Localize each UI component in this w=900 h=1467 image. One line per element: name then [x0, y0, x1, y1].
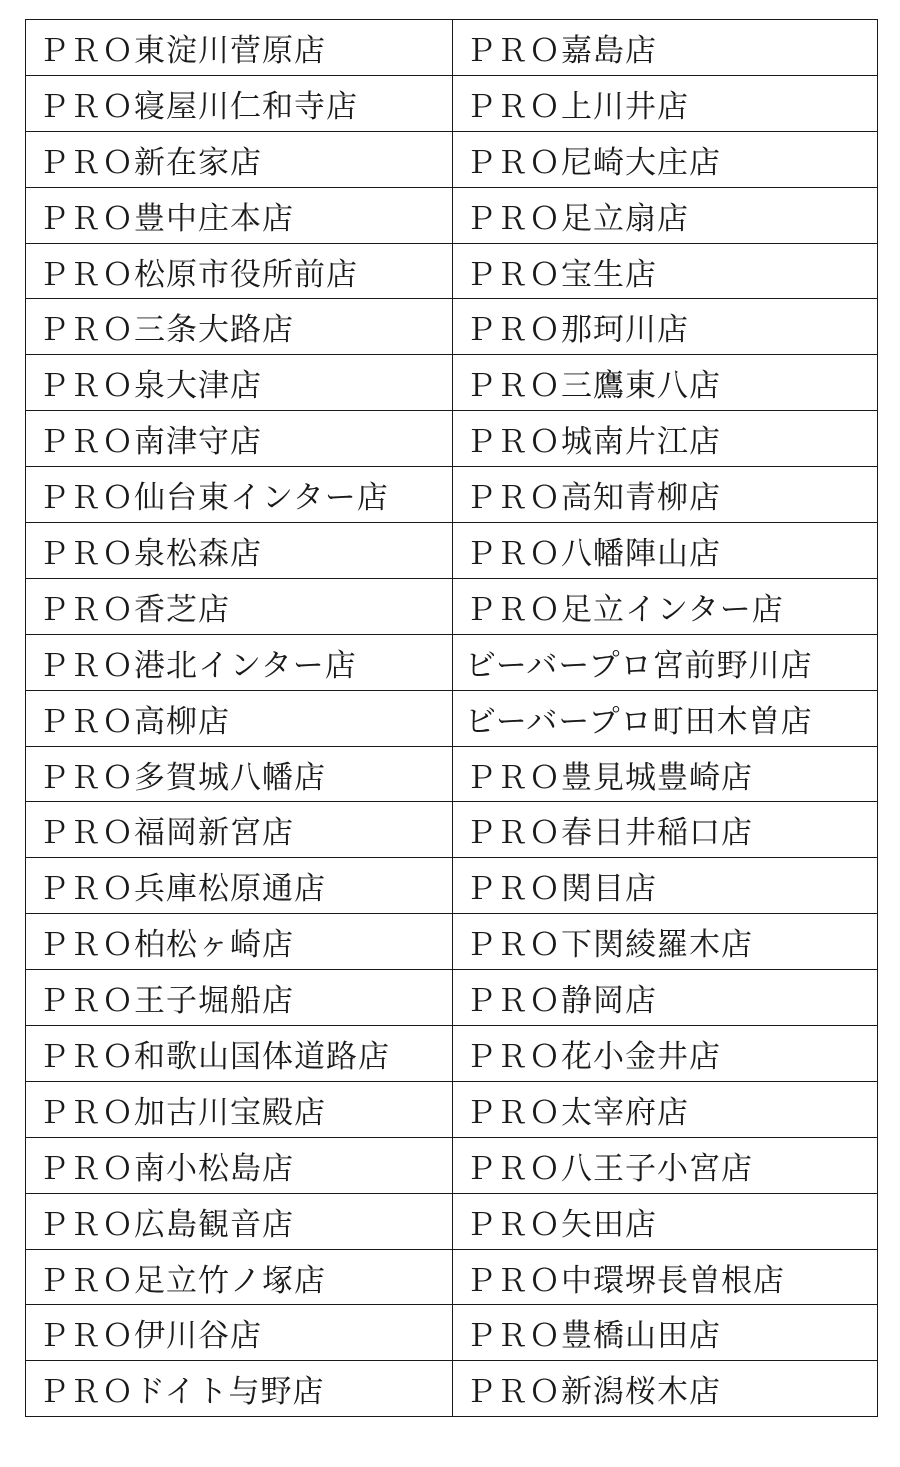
store-name-cell-right: ＰＲＯ豊見城豊崎店: [453, 746, 878, 802]
store-name-cell-right: ＰＲＯ関目店: [453, 858, 878, 914]
table-row: [26, 355, 878, 411]
table-row: [26, 634, 878, 690]
table-row: [26, 802, 878, 858]
store-name-cell-right: ＰＲＯ矢田店: [453, 1193, 878, 1249]
table-row: [26, 858, 878, 914]
store-name-cell-right: ＰＲＯ嘉島店: [453, 20, 878, 76]
store-name-cell-right: ＰＲＯ花小金井店: [453, 1026, 878, 1082]
store-name-cell-right: ＰＲＯ城南片江店: [453, 411, 878, 467]
table-row: [26, 1081, 878, 1137]
store-name-cell-left: ＰＲＯ三条大路店: [26, 299, 453, 355]
store-list-body: [26, 20, 878, 1417]
store-name-cell-left: ＰＲＯ広島観音店: [26, 1193, 453, 1249]
store-name-cell-left: ＰＲＯ兵庫松原通店: [26, 858, 453, 914]
table-row: [26, 299, 878, 355]
store-name-cell-left: ＰＲＯ福岡新宮店: [26, 802, 453, 858]
store-name-cell-left: ＰＲＯ南津守店: [26, 411, 453, 467]
store-name-cell-right: ビーバープロ宮前野川店: [453, 634, 878, 690]
store-name-cell-right: ＰＲＯ那珂川店: [453, 299, 878, 355]
store-name-cell-left: ＰＲＯ柏松ヶ崎店: [26, 914, 453, 970]
table-row: [26, 578, 878, 634]
store-name-cell-right: ＰＲＯ高知青柳店: [453, 467, 878, 523]
store-list-table: [25, 19, 878, 1417]
table-row: [26, 1026, 878, 1082]
store-name-cell-right: ＰＲＯ宝生店: [453, 243, 878, 299]
store-name-cell-right: ＰＲＯ八幡陣山店: [453, 523, 878, 579]
store-name-cell-right: ＰＲＯ春日井稲口店: [453, 802, 878, 858]
store-name-cell-left: ＰＲＯ東淀川菅原店: [26, 20, 453, 76]
store-name-cell-right: ＰＲＯ下関綾羅木店: [453, 914, 878, 970]
table-row: [26, 746, 878, 802]
table-row: [26, 467, 878, 523]
table-row: [26, 187, 878, 243]
store-name-cell-left: ＰＲＯ仙台東インター店: [26, 467, 453, 523]
store-name-cell-right: ＰＲＯ足立扇店: [453, 187, 878, 243]
table-row: [26, 20, 878, 76]
table-row: [26, 1305, 878, 1361]
store-name-cell-left: ＰＲＯ多賀城八幡店: [26, 746, 453, 802]
store-name-cell-left: ＰＲＯ伊川谷店: [26, 1305, 453, 1361]
store-name-cell-right: ＰＲＯ三鷹東八店: [453, 355, 878, 411]
store-name-cell-right: ＰＲＯ中環堺長曽根店: [453, 1249, 878, 1305]
store-name-cell-right: ＰＲＯ静岡店: [453, 970, 878, 1026]
store-name-cell-left: ＰＲＯ香芝店: [26, 578, 453, 634]
table-row: [26, 970, 878, 1026]
store-name-cell-left: ＰＲＯ足立竹ノ塚店: [26, 1249, 453, 1305]
table-row: [26, 243, 878, 299]
store-name-cell-left: ＰＲＯ加古川宝殿店: [26, 1081, 453, 1137]
store-name-cell-right: ＰＲＯ太宰府店: [453, 1081, 878, 1137]
store-name-cell-left: ＰＲＯ和歌山国体道路店: [26, 1026, 453, 1082]
store-name-cell-left: ＰＲＯ泉大津店: [26, 355, 453, 411]
table-row: [26, 1361, 878, 1417]
table-row: [26, 75, 878, 131]
table-row: [26, 1249, 878, 1305]
store-name-cell-right: ＰＲＯ豊橋山田店: [453, 1305, 878, 1361]
store-name-cell-left: ＰＲＯ王子堀船店: [26, 970, 453, 1026]
store-name-cell-left: ＰＲＯ寝屋川仁和寺店: [26, 75, 453, 131]
store-name-cell-right: ＰＲＯ尼崎大庄店: [453, 131, 878, 187]
store-name-cell-left: ＰＲＯ高柳店: [26, 690, 453, 746]
store-name-cell-left: ＰＲＯドイト与野店: [26, 1361, 453, 1417]
store-name-cell-left: ＰＲＯ豊中庄本店: [26, 187, 453, 243]
table-row: [26, 131, 878, 187]
table-row: [26, 1193, 878, 1249]
table-row: [26, 411, 878, 467]
store-name-cell-left: ＰＲＯ南小松島店: [26, 1137, 453, 1193]
store-name-cell-right: ＰＲＯ八王子小宮店: [453, 1137, 878, 1193]
store-name-cell-right: ＰＲＯ足立インター店: [453, 578, 878, 634]
store-name-cell-left: ＰＲＯ松原市役所前店: [26, 243, 453, 299]
store-name-cell-right: ＰＲＯ新潟桜木店: [453, 1361, 878, 1417]
table-row: [26, 1137, 878, 1193]
store-name-cell-right: ビーバープロ町田木曽店: [453, 690, 878, 746]
table-row: [26, 523, 878, 579]
store-name-cell-right: ＰＲＯ上川井店: [453, 75, 878, 131]
store-name-cell-left: ＰＲＯ泉松森店: [26, 523, 453, 579]
store-name-cell-left: ＰＲＯ港北インター店: [26, 634, 453, 690]
store-name-cell-left: ＰＲＯ新在家店: [26, 131, 453, 187]
table-row: [26, 914, 878, 970]
table-row: [26, 690, 878, 746]
